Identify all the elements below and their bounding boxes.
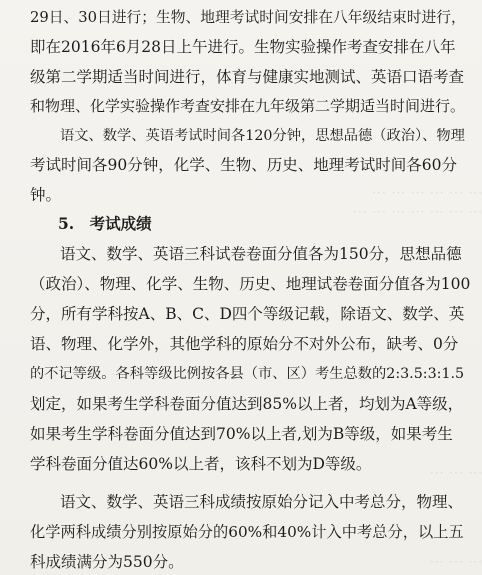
- body-line: 语文、数学、英语考试时间各120分钟，思想品德（政治）、物理: [60, 128, 465, 144]
- body-line: 化学两科成绩分别按原始分的60%和40%计入中考总分，以上五: [30, 523, 464, 541]
- body-line: 科成绩满分为550分。: [30, 553, 184, 571]
- show-through-text: ··· ··· ···: [429, 555, 482, 569]
- body-line: （政治）、物理、化学、生物、历史、地理试卷卷面分值各为100: [30, 275, 471, 293]
- body-line: 和物理、化学实验操作考查安排在九年级第二学期适当时间进行。: [30, 97, 466, 115]
- body-line: 即在2016年6月28日上午进行。生物实验操作考查安排在八年: [30, 38, 456, 56]
- body-line: 分，所有学科按A、B、C、D四个等级记载，除语文、数学、英: [30, 305, 465, 323]
- body-line: 钟。: [30, 186, 62, 204]
- body-line: 考试时间各90分钟，化学、生物、历史、地理考试时间各60分: [30, 156, 457, 174]
- show-through-text: ··· ··· ···: [429, 466, 482, 480]
- body-line: 的不记等级。各科等级比例按各县（市、区）考生总数的2:3.5:3:1.5: [30, 366, 465, 382]
- body-line: 语、物理、化学外，其他学科的原始分不对外公布，缺考、0分: [30, 335, 459, 353]
- body-line: 语文、数学、英语三科试卷卷面分值各为150分，思想品德: [60, 245, 462, 263]
- body-line: 如果考生学科卷面分值达到70%以上者,划为B等级，如果考生: [30, 425, 453, 443]
- body-line: 语文、数学、英语三科成绩按原始分记入中考总分，物理、: [60, 493, 464, 511]
- body-line: 学科卷面分值达60%以上者，该科不划为D等级。: [30, 455, 372, 473]
- body-line: 级第二学期适当时间进行，体育与健康实地测试、英语口语考查: [30, 68, 465, 86]
- show-through-text: ··· ··· ··· ··· ··· ··· ···: [352, 205, 482, 219]
- section-heading: 5. 考试成绩: [58, 214, 152, 233]
- body-line: 划定，如果考生学科卷面分值达到85%以上者，均划为A等级，: [30, 395, 464, 413]
- body-line: 29日、30日进行；生物、地理考试时间安排在八年级结束时进行，: [30, 9, 466, 26]
- show-through-text: ··· ··· ··· ··· ··· ···: [371, 186, 482, 200]
